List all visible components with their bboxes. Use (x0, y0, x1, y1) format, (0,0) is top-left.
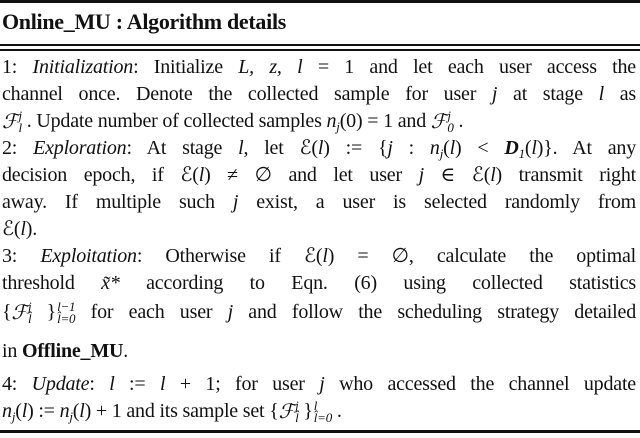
math-or-emphasis: n (2, 400, 12, 422)
text-segment: : Initialize (133, 56, 239, 78)
text-segment: } (298, 400, 313, 422)
algorithm-line (2, 398, 636, 425)
math-symbol: ℱ (2, 111, 18, 134)
math-or-emphasis: j (319, 373, 325, 395)
text-segment: away. If multiple such (2, 191, 233, 213)
superscript: j (447, 108, 451, 124)
math-symbol: ℱ (11, 302, 27, 325)
text-segment: (0) = 1 and (339, 110, 431, 132)
text-segment: ) + 1 and its sample set { (84, 400, 279, 422)
text-segment: : (89, 373, 110, 395)
bottom-rule (0, 430, 640, 433)
text-segment: := (114, 373, 160, 395)
algorithm-line (2, 371, 636, 397)
math-or-emphasis: l (159, 373, 166, 395)
math-or-emphasis: n (326, 110, 337, 132)
math-or-emphasis: Update (31, 373, 90, 395)
algorithm-line (2, 299, 636, 326)
math-or-emphasis: l (109, 373, 115, 395)
math-or-emphasis: j (387, 137, 393, 159)
text-segment: for each user (75, 301, 228, 323)
subscript: l̂=0 (313, 410, 333, 426)
top-rule (0, 0, 640, 3)
math-script (56, 301, 75, 325)
text-segment: ) := (27, 400, 60, 422)
math-or-emphasis: Offline_MU (21, 340, 124, 362)
text-segment: 4: (2, 373, 32, 395)
math-or-emphasis: j (418, 164, 424, 186)
text-segment: = 1 and let each user access the (302, 56, 636, 78)
superscript: j (18, 108, 22, 124)
math-or-emphasis: l (21, 400, 28, 422)
subscript: l̂=0 (57, 311, 76, 327)
text-segment: . (123, 340, 129, 362)
math-script (313, 400, 332, 424)
text-segment: at stage (497, 83, 599, 105)
subscript: j (11, 409, 16, 424)
text-segment: channel once. Denote the collected sample for user (2, 83, 492, 105)
text-segment: ∈ ℰ( (423, 164, 491, 186)
text-segment: 3: (2, 245, 41, 267)
subscript: 1 (518, 146, 525, 161)
text-segment: : Otherwise if ℰ( (136, 245, 323, 267)
algorithm-line (2, 243, 636, 269)
text-segment: 1: (2, 56, 33, 78)
superscript: l (313, 398, 318, 414)
superscript: l−1 (57, 299, 76, 315)
text-segment: { (2, 301, 12, 323)
math-or-emphasis: l (598, 83, 604, 105)
text-segment: ) < (454, 137, 505, 159)
math-symbol: ℱ (430, 111, 447, 134)
text-segment: )}. At any (536, 137, 636, 159)
subscript: j (439, 146, 444, 161)
algorithm-line (2, 135, 636, 161)
algorithm-line (2, 189, 636, 215)
text-segment: ) ≠ ∅ and let user (204, 164, 419, 186)
text-segment: ( (72, 400, 80, 422)
math-script (11, 300, 31, 326)
algorithm-line (2, 54, 636, 80)
algorithm-line (2, 162, 636, 188)
algorithm-line (2, 81, 636, 107)
text-segment: . Update number of collected samples (21, 110, 327, 132)
text-segment: . (332, 400, 342, 422)
text-segment: ). (25, 218, 37, 240)
superscript: j (295, 398, 299, 414)
script-stack (314, 400, 332, 424)
subscript: j (69, 409, 73, 424)
subscript: 0 (447, 120, 454, 136)
superscript: j (27, 299, 32, 315)
math-or-emphasis: n (429, 137, 440, 159)
math-or-emphasis: l (79, 400, 85, 422)
math-or-emphasis: l (490, 164, 496, 186)
text-segment: ) = ∅, calculate the optimal (327, 245, 637, 267)
math-or-emphasis: l (317, 137, 324, 159)
math-script (279, 399, 299, 425)
algorithm-line (2, 108, 636, 135)
text-segment: } (31, 301, 57, 323)
text-segment: 2: (2, 137, 34, 159)
math-or-emphasis: L, z, l (238, 56, 303, 78)
math-or-emphasis: Exploration (33, 137, 127, 159)
math-symbol: ℱ (278, 401, 295, 424)
math-script (2, 109, 22, 135)
math-or-emphasis: l (449, 137, 455, 159)
text-segment: ℰ( (2, 218, 21, 240)
math-or-emphasis: l (238, 137, 244, 159)
text-segment: and follow the scheduling strategy detailed (233, 301, 636, 323)
subscript: j (336, 119, 340, 134)
subscript: l (18, 120, 22, 136)
text-segment: ( (443, 137, 450, 159)
header-rule-1 (0, 44, 640, 46)
text-segment: . (453, 110, 464, 132)
text-segment: who accessed the channel update (324, 373, 636, 395)
math-or-emphasis: Exploitation (40, 245, 137, 267)
subscript: l̂ (295, 410, 299, 426)
text-segment: ( (15, 400, 22, 422)
math-or-emphasis: D (504, 137, 519, 159)
math-or-emphasis: x̃* (101, 272, 120, 294)
text-segment: ) transmit right (495, 164, 637, 186)
text-segment: in (2, 340, 22, 362)
math-or-emphasis: l (531, 137, 537, 159)
math-or-emphasis: l (322, 245, 328, 267)
algorithm-title: Online_MU : Algorithm details (2, 9, 287, 34)
text-segment: ( (524, 137, 532, 159)
script-stack (57, 301, 75, 325)
math-or-emphasis: Initialization (32, 56, 134, 78)
text-segment: according to Eqn. (6) using collected statistics (119, 272, 637, 294)
text-segment: : At stage (126, 137, 239, 159)
math-or-emphasis: j (227, 301, 233, 323)
algorithm-line (2, 338, 636, 364)
algorithm-line (2, 270, 636, 296)
subscript: l̂ (27, 311, 32, 327)
algorithm-line (2, 216, 636, 242)
math-script (431, 109, 454, 135)
text-segment: as (604, 83, 637, 105)
text-segment: exist, a user is selected randomly from (238, 191, 636, 213)
text-segment: + 1; for user (165, 373, 320, 395)
math-or-emphasis: l (20, 218, 26, 240)
math-or-emphasis: j (491, 83, 498, 105)
text-segment: threshold (2, 272, 102, 294)
text-segment: , let ℰ( (243, 137, 318, 159)
text-segment: ) := { (323, 137, 388, 159)
header-rule-2 (0, 49, 640, 51)
text-segment: decision epoch, if ℰ( (2, 164, 199, 186)
math-or-emphasis: l (198, 164, 205, 186)
text-segment: : (392, 137, 430, 159)
math-or-emphasis: n (59, 400, 70, 422)
math-or-emphasis: j (232, 191, 239, 213)
